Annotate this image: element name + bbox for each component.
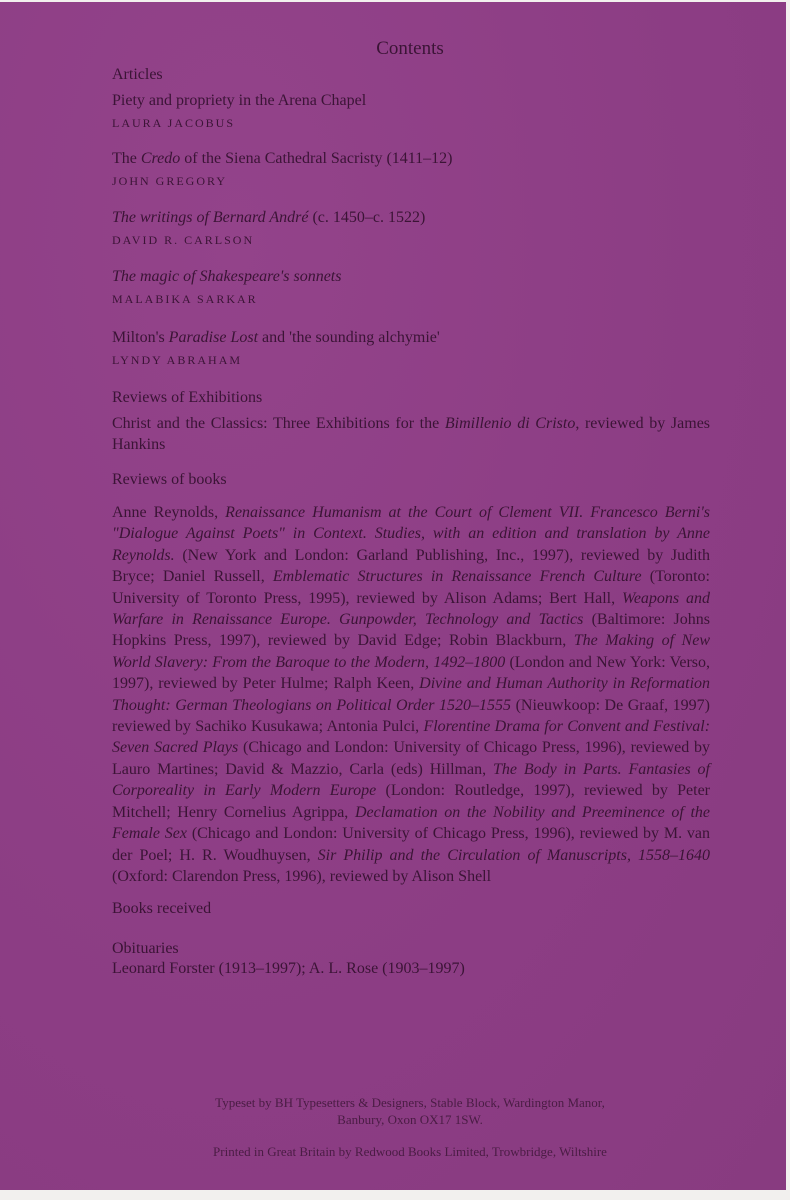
- section-heading-obituaries: Obituaries: [112, 940, 179, 957]
- review-details: (London: Routledge, 1997), reviewed by Peter Mitchell;: [112, 782, 710, 821]
- review-details: (Oxford: Clarendon Press, 1996), reviewed by Alison Shell: [112, 867, 492, 885]
- review-book-title: Divine and Human Authority in Reformation Thought: German Theologians on Political Order 1520–1555: [112, 675, 711, 714]
- review-author: Anne Reynolds,: [112, 504, 226, 521]
- typeset-credit: [0, 1094, 790, 1128]
- article-title-rest: of the Siena Cathedral Sacristy (1411–12): [180, 150, 453, 167]
- section-heading-books-received: Books received: [112, 900, 212, 917]
- section-heading-articles: Articles: [112, 66, 163, 83]
- article-author: DAVID R. CARLSON: [112, 233, 255, 247]
- review-author: Robin Blackburn,: [448, 632, 574, 650]
- exhibition-review: [112, 413, 710, 456]
- review-details: (New York and London: Garland Publishing, Inc., 1997), reviewed by Judith Bryce;: [112, 546, 710, 586]
- review-book-title: Declamation on the Nobility and Preeminence of the Female Sex: [112, 803, 711, 843]
- article-entry: [112, 149, 453, 191]
- review-author: David & Mazzio, Carla (eds) Hillman,: [225, 760, 494, 778]
- article-title-italic: The writings of Bernard André: [112, 209, 309, 226]
- review-book-title: Florentine Drama for Convent and Festival: Seven Sacred Plays: [112, 718, 711, 757]
- article-title: The: [112, 150, 141, 167]
- article-title-rest: and 'the sounding alchymie': [258, 329, 440, 346]
- exhibition-text-rest: , reviewed by James Hankins: [112, 415, 711, 454]
- review-author: Ralph Keen,: [333, 675, 420, 693]
- article-entry: [112, 328, 440, 370]
- review-book-title: The Making of New World Slavery: From the Baroque to the Modern, 1492–1800: [112, 632, 711, 671]
- review-entry: [112, 847, 710, 885]
- article-entry: [112, 91, 366, 133]
- review-book-title: Emblematic Structures in Renaissance French Culture: [272, 568, 642, 586]
- section-heading-books: Reviews of books: [112, 471, 227, 488]
- typeset-line-2: Banbury, Oxon OX17 1SW.: [337, 1112, 483, 1127]
- book-reviews-list: [112, 502, 710, 887]
- review-author: H. R. Woudhuysen,: [179, 846, 318, 864]
- page-title: Contents: [376, 38, 444, 59]
- review-book-title: The Body in Parts. Fantasies of Corporeality in Early Modern Europe: [112, 760, 711, 800]
- article-title-italic: Paradise Lost: [168, 329, 259, 346]
- article-author: LAURA JACOBUS: [112, 116, 236, 130]
- article-title-italic: The magic of Shakespeare's sonnets: [112, 268, 342, 285]
- obituaries-text: Leonard Forster (1913–1997); A. L. Rose (1903–1997): [112, 960, 465, 977]
- article-author: LYNDY ABRAHAM: [112, 353, 243, 367]
- review-details: (London and New York: Verso, 1997), reviewed by Peter Hulme;: [112, 653, 711, 693]
- review-author: Antonia Pulci,: [326, 718, 424, 736]
- exhibition-text: Christ and the Classics: Three Exhibitions for the: [112, 415, 445, 432]
- article-entry: [112, 208, 425, 250]
- article-author: MALABIKA SARKAR: [112, 292, 258, 306]
- review-book-title: Weapons and Warfare in Renaissance Europe. Gunpowder, Technology and Tactics: [112, 589, 711, 629]
- review-details: (Chicago and London: University of Chicago Press, 1996), reviewed by Lauro Martines;: [112, 739, 711, 778]
- article-title: Milton's: [112, 329, 169, 346]
- section-heading-exhibitions: Reviews of Exhibitions: [112, 389, 263, 406]
- article-author: JOHN GREGORY: [112, 174, 228, 188]
- review-book-title: Sir Philip and the Circulation of Manuscripts, 1558–1640: [317, 846, 710, 864]
- article-title: Piety and propriety in the Arena Chapel: [112, 92, 367, 109]
- contents-page: [0, 2, 786, 1190]
- review-author: Henry Cornelius Agrippa,: [177, 803, 355, 821]
- review-author: Bert Hall,: [549, 589, 622, 607]
- review-author: Daniel Russell,: [162, 568, 273, 586]
- article-title-rest: (c. 1450–c. 1522): [308, 209, 426, 226]
- review-details: (Toronto: University of Toronto Press, 1995), reviewed by Alison Adams;: [112, 568, 711, 607]
- review-details: (Nieuwkoop: De Graaf, 1997) reviewed by Sachiko Kusukawa;: [112, 696, 711, 736]
- printer-credit: Printed in Great Britain by Redwood Books Limited, Trowbridge, Wiltshire: [213, 1144, 607, 1159]
- article-entry: [112, 267, 341, 309]
- review-book-title: Renaissance Humanism at the Court of Clement VII. Francesco Berni's "Dialogue Against Poets" in Context. Studies, with an edition and translation by Anne Reynolds.: [112, 504, 710, 564]
- review-details: (Baltimore: Johns Hopkins Press, 1997), reviewed by David Edge;: [112, 611, 711, 650]
- typeset-line-1: Typeset by BH Typesetters & Designers, Stable Block, Wardington Manor,: [215, 1095, 605, 1110]
- article-title-italic: Credo: [140, 150, 181, 167]
- exhibition-italic: Bimillenio di Cristo: [444, 415, 576, 432]
- review-details: (Chicago and London: University of Chicago Press, 1996), reviewed by M. van der Poel;: [112, 825, 710, 864]
